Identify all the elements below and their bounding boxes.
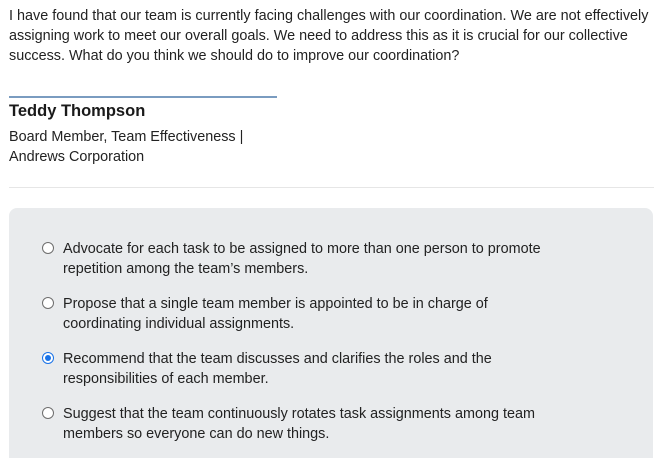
signature-name: Teddy Thompson — [9, 102, 146, 120]
signature-title — [9, 127, 243, 167]
answer-option-1-label[interactable]: Advocate for each task to be assigned to more than one person to promote repetition among the team’s members. — [63, 241, 541, 277]
radio-button-4[interactable] — [42, 407, 54, 419]
answer-option-3-label[interactable]: Recommend that the team discusses and clarifies the roles and the responsibilities of each member. — [63, 351, 492, 387]
signature-title-line-2: Andrews Corporation — [9, 149, 145, 165]
answer-options-panel — [9, 208, 653, 458]
message-text: I have found that our team is currently facing challenges with our coordination. We are not effectively assigning work to meet our overall goals. We need to address this as it is crucial for our collective success. What do you think we should do to improve our coordination? — [9, 8, 649, 64]
answer-option-2-label[interactable]: Propose that a single team member is appointed to be in charge of coordinating individual assignments. — [63, 296, 488, 332]
radio-button-3-selected[interactable] — [42, 352, 54, 364]
answer-option-4-label[interactable]: Suggest that the team continuously rotates task assignments among team members so everyone can do new things. — [63, 406, 535, 442]
signature-divider — [9, 96, 277, 98]
radio-button-1[interactable] — [42, 242, 54, 254]
section-divider — [9, 187, 654, 188]
signature-title-line-1: Board Member, Team Effectiveness | — [9, 129, 244, 145]
radio-button-2[interactable] — [42, 297, 54, 309]
